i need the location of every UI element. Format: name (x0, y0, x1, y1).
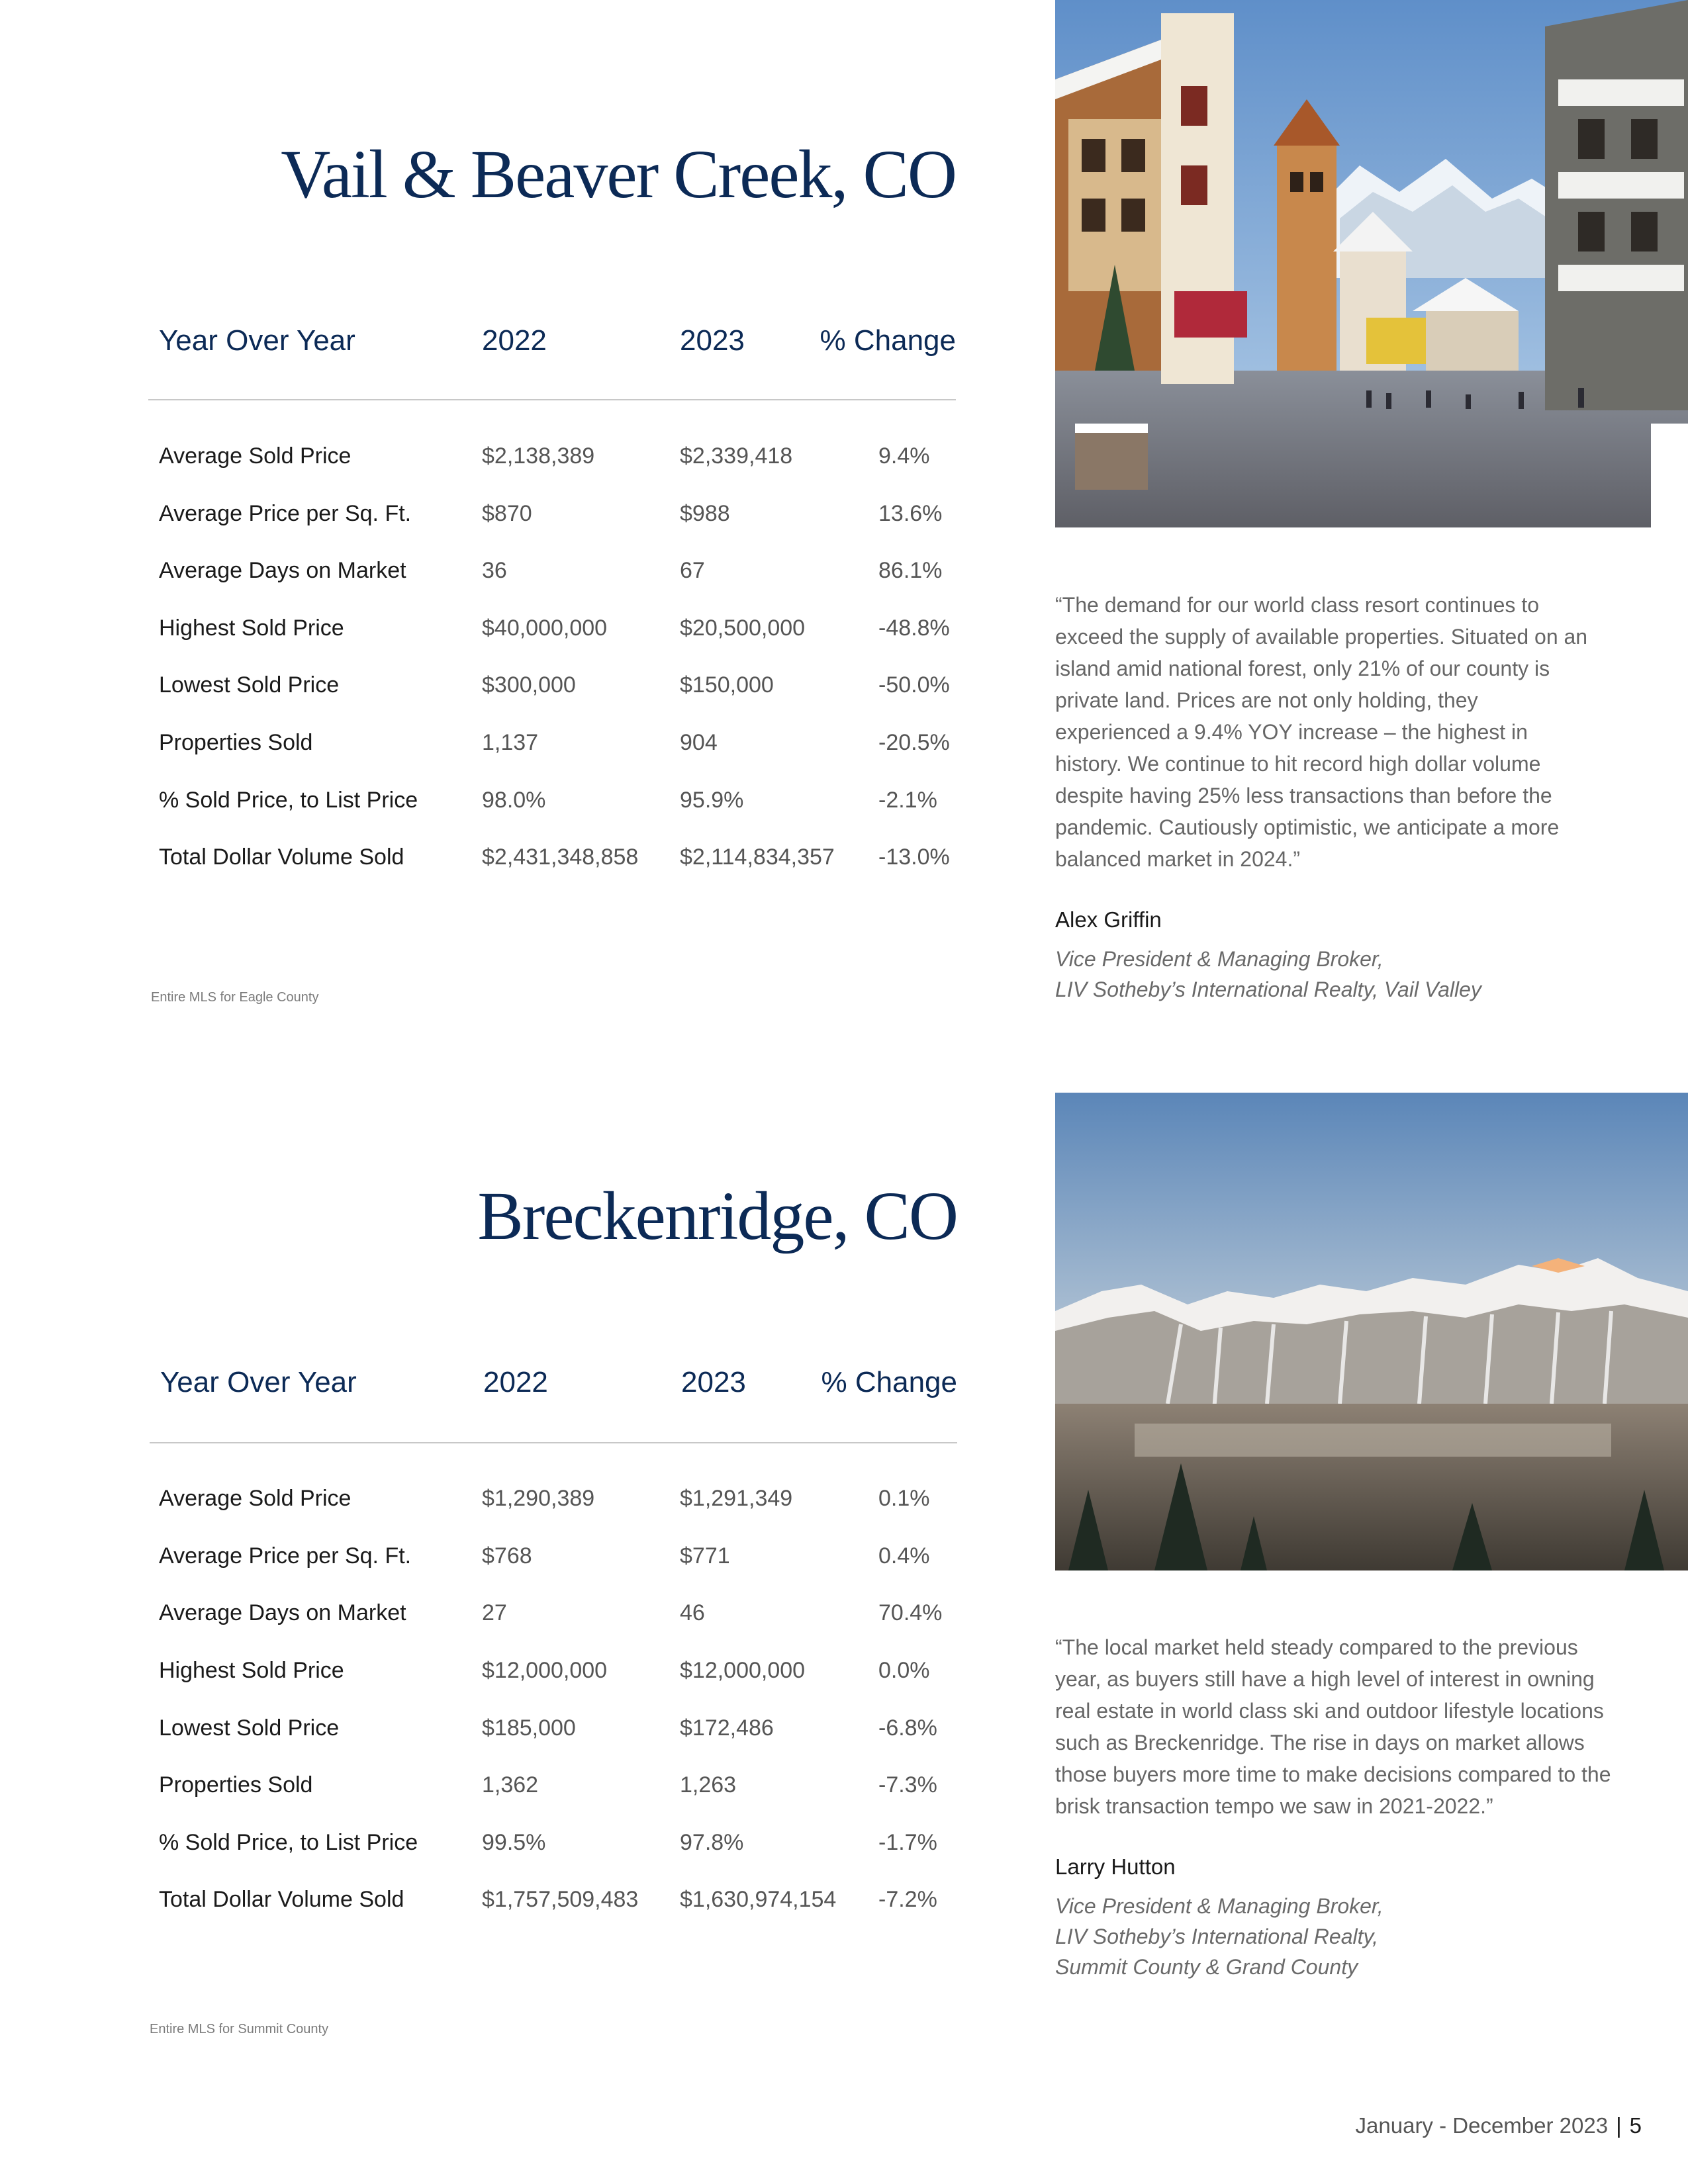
quote-text: “The local market held steady compared to the previous year, as buyers still have a high level of interest in owning real estate in world class ski and outdoor lifestyle locations such as Breckenridge. The rise in days on market allows those buyers more time to make decisions compared to the brisk transaction tempo we saw in 2021-2022.” (1055, 1635, 1611, 1818)
quote-text: “The demand for our world class resort continues to exceed the supply of available properties. Situated on an island amid national forest, only 21% of our county is private land. Prices are not only holding, they experienced a 9.4% YOY increase – the highest in history. We continue to hit record high dollar volume despite having 25% less transactions than before the pandemic. Cautiously optimistic, we anticipate a more balanced market in 2024.” (1055, 593, 1588, 871)
row-label: Average Sold Price (159, 1486, 352, 1511)
footer-separator: | (1616, 2113, 1622, 2138)
table-row (150, 1658, 957, 1691)
quote-author-title (1055, 944, 1598, 1005)
table-row (148, 615, 956, 649)
row-label: Average Sold Price (159, 443, 352, 469)
quote-author-name: Alex Griffin (1055, 907, 1162, 932)
table-row (148, 443, 956, 477)
value-2023: $2,339,418 (680, 443, 793, 469)
value-2023: $150,000 (680, 672, 774, 698)
value-change: -6.8% (878, 1715, 937, 1741)
value-change: -7.3% (878, 1772, 937, 1797)
source-note-breckenridge: Entire MLS for Summit County (150, 2022, 329, 2036)
row-label: Highest Sold Price (159, 1658, 344, 1683)
quote-author-title (1055, 1891, 1611, 1982)
table-row (150, 1715, 957, 1749)
header-label: Year Over Year (159, 324, 355, 357)
row-label: Properties Sold (159, 730, 313, 755)
value-2022: 36 (482, 558, 507, 583)
report-period: January - December 2023 (1355, 2113, 1609, 2138)
value-2022: $12,000,000 (482, 1658, 608, 1683)
value-change: 70.4% (878, 1600, 943, 1625)
table-row (150, 1600, 957, 1633)
row-label: % Sold Price, to List Price (159, 1830, 418, 1855)
quote-author-name: Larry Hutton (1055, 1854, 1176, 1879)
value-change: 86.1% (878, 558, 943, 583)
value-2023: 67 (680, 558, 705, 583)
title-line: LIV Sotheby’s International Realty, (1055, 1925, 1378, 1948)
header-2022: 2022 (483, 1366, 548, 1398)
table-row (150, 1543, 957, 1576)
value-change: 0.0% (878, 1658, 930, 1683)
value-2023: 904 (680, 730, 718, 755)
header-change: % Change (821, 1366, 957, 1398)
title-line: Summit County & Grand County (1055, 1955, 1358, 1979)
value-2023: $172,486 (680, 1715, 774, 1741)
row-label: Lowest Sold Price (159, 1715, 340, 1741)
value-2022: $185,000 (482, 1715, 576, 1741)
title-line: Vice President & Managing Broker, (1055, 947, 1383, 971)
title-line: Vice President & Managing Broker, (1055, 1894, 1383, 1918)
table-row (148, 730, 956, 763)
table-row (148, 844, 956, 878)
table-header (150, 1366, 957, 1406)
row-label: Total Dollar Volume Sold (159, 1887, 404, 1912)
row-label: Average Price per Sq. Ft. (159, 501, 412, 526)
value-2022: 98.0% (482, 788, 546, 813)
stats-table-vail (148, 324, 956, 870)
source-note-vail: Entire MLS for Eagle County (151, 990, 319, 1005)
value-change: -2.1% (878, 788, 937, 813)
value-2023: 95.9% (680, 788, 744, 813)
quote-block-breckenridge (1055, 1631, 1611, 1982)
value-2022: $1,290,389 (482, 1486, 595, 1511)
value-change: -13.0% (878, 844, 950, 870)
value-2022: $870 (482, 501, 532, 526)
header-2023: 2023 (680, 324, 745, 357)
value-2022: $2,138,389 (482, 443, 595, 469)
value-2022: 1,362 (482, 1772, 539, 1797)
header-label: Year Over Year (160, 1366, 357, 1398)
value-change: 0.1% (878, 1486, 930, 1511)
row-label: Average Days on Market (159, 1600, 406, 1625)
breckenridge-mountain-photo (1055, 1093, 1688, 1570)
value-2023: 97.8% (680, 1830, 744, 1855)
value-change: -20.5% (878, 730, 950, 755)
row-label: Total Dollar Volume Sold (159, 844, 404, 870)
header-2023: 2023 (681, 1366, 746, 1398)
value-2023: $20,500,000 (680, 615, 806, 641)
value-change: -50.0% (878, 672, 950, 698)
value-change: 13.6% (878, 501, 943, 526)
table-row (150, 1772, 957, 1805)
value-2023: $988 (680, 501, 730, 526)
value-change: 0.4% (878, 1543, 930, 1569)
value-2023: 46 (680, 1600, 705, 1625)
row-label: Properties Sold (159, 1772, 313, 1797)
title-line: LIV Sotheby’s International Realty, Vail Valley (1055, 978, 1481, 1001)
value-2022: 1,137 (482, 730, 539, 755)
table-row (150, 1830, 957, 1863)
page-number: 5 (1629, 2113, 1642, 2138)
page-footer (1356, 2113, 1642, 2138)
value-2023: $771 (680, 1543, 730, 1569)
table-header (148, 324, 956, 364)
section-title-vail: Vail & Beaver Creek, CO (281, 136, 956, 212)
header-divider (148, 399, 956, 400)
value-change: -1.7% (878, 1830, 937, 1855)
value-2023: $12,000,000 (680, 1658, 806, 1683)
table-row (148, 788, 956, 821)
value-2022: $300,000 (482, 672, 576, 698)
row-label: Average Price per Sq. Ft. (159, 1543, 412, 1569)
row-label: % Sold Price, to List Price (159, 788, 418, 813)
value-2022: $40,000,000 (482, 615, 608, 641)
row-label: Highest Sold Price (159, 615, 344, 641)
value-2023: $1,291,349 (680, 1486, 793, 1511)
table-row (148, 558, 956, 591)
row-label: Lowest Sold Price (159, 672, 340, 698)
table-row (150, 1486, 957, 1519)
value-change: -48.8% (878, 615, 950, 641)
value-2022: 27 (482, 1600, 507, 1625)
value-2022: 99.5% (482, 1830, 546, 1855)
header-divider (150, 1442, 957, 1443)
quote-block-vail (1055, 589, 1598, 1005)
value-change: 9.4% (878, 443, 930, 469)
value-2022: $1,757,509,483 (482, 1887, 639, 1912)
value-2023: 1,263 (680, 1772, 737, 1797)
table-row (150, 1887, 957, 1920)
value-change: -7.2% (878, 1887, 937, 1912)
value-2022: $2,431,348,858 (482, 844, 639, 870)
stats-table-breckenridge (150, 1366, 957, 1912)
table-row (148, 672, 956, 705)
value-2023: $1,630,974,154 (680, 1887, 837, 1912)
vail-village-photo (1055, 0, 1688, 527)
value-2022: $768 (482, 1543, 532, 1569)
section-title-breckenridge: Breckenridge, CO (477, 1178, 957, 1254)
value-2023: $2,114,834,357 (680, 844, 835, 870)
header-2022: 2022 (482, 324, 547, 357)
header-change: % Change (820, 324, 956, 357)
table-row (148, 501, 956, 534)
row-label: Average Days on Market (159, 558, 406, 583)
